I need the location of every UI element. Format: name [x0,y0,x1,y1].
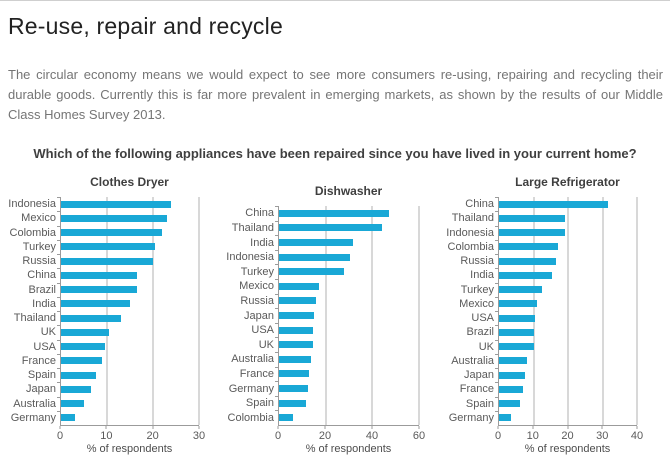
bar-row [279,410,419,425]
category-label: Colombia [9,226,56,239]
category-label: Australia [13,397,56,410]
bar-row [499,297,637,311]
x-axis-title: % of respondents [305,443,392,455]
chart-clothes-dryer [8,175,206,455]
category-label: China [245,207,274,220]
bar-indonesia [499,229,565,236]
bar-row [61,397,199,411]
bar-row [279,337,419,352]
axis-tick-mark [498,426,499,429]
axis-tick-mark [637,426,638,429]
bar-france [61,357,102,364]
category-label: China [27,269,56,282]
bar-colombia [279,414,293,421]
category-label: Colombia [227,411,274,424]
bar-japan [499,372,525,379]
category-label: Japan [26,383,56,396]
bar-row [499,283,637,297]
bar-row [61,325,199,339]
axis-tick-label: 30 [192,430,206,442]
bar-uk [499,343,534,350]
bar-row [61,368,199,382]
bar-australia [61,400,84,407]
bar-row [279,294,419,309]
bar-row [61,283,199,297]
chart-plot-area [8,197,199,426]
category-label: UK [258,338,274,351]
bar-india [499,272,552,279]
chart-title: Dishwasher [314,184,383,199]
bar-turkey [279,268,344,275]
bar-thailand [61,315,121,322]
bar-russia [61,258,153,265]
intro-paragraph: The circular economy means we would expect to see more consumers re-using, repairing and recycling their durable goods. Currently this is far more prevalent in emerging markets, as shown by the results of our Middle Class Homes Survey 2013. [8,67,663,122]
axis-tick-label: 0 [56,430,64,442]
chart-title: Large Refrigerator [515,175,620,189]
bar-france [499,386,523,393]
category-label: France [239,367,274,380]
bar-row [279,279,419,294]
category-label: Australia [231,353,274,366]
bar-row [499,354,637,368]
bar-row [61,226,199,240]
bar-spain [61,372,96,379]
category-label: Mexico [459,297,494,310]
category-label: Turkey [460,283,494,296]
bar-thailand [279,224,382,231]
axis-tick-mark [278,426,279,429]
axis-tick-label: 30 [596,430,609,442]
charts-row [8,175,662,455]
category-label: Australia [451,354,494,367]
bar-mexico [279,283,319,290]
bar-china [279,210,389,217]
category-label: Colombia [447,240,494,253]
category-label: France [21,354,56,367]
axis-tick-mark [152,426,153,429]
bar-china [61,272,137,279]
category-axis [8,197,60,426]
category-label: Brazil [466,326,494,339]
bar-row [61,254,199,268]
category-label: Russia [460,255,494,268]
axis-tick-mark [602,426,603,429]
survey-question: Which of the following appliances have been repaired since you have lived in your current home? [33,146,637,161]
bar-uk [279,341,313,348]
category-label: Thailand [13,312,56,325]
category-label: Indonesia [226,251,274,264]
bar-row [61,268,199,282]
category-label: Turkey [240,265,274,278]
category-label: Germany [10,411,56,424]
category-label: Spain [465,397,494,410]
bar-row [499,411,637,425]
category-label: France [459,383,494,396]
axis-tick-label: 20 [318,430,332,442]
bar-row [499,211,637,225]
bar-colombia [499,243,558,250]
page-title: Re-use, repair and recycle [8,13,283,39]
category-label: USA [33,340,56,353]
bar-brazil [499,329,534,336]
bar-row [279,323,419,338]
bar-russia [279,297,316,304]
bar-spain [499,400,520,407]
bar-germany [499,414,511,421]
axis-tick-label: 0 [494,430,502,442]
axis-tick-label: 10 [100,430,113,442]
category-label: India [32,297,56,310]
bar-row [279,396,419,411]
category-axis [226,206,278,426]
category-label: Germany [228,382,274,395]
bar-row [279,381,419,396]
bar-row [279,308,419,323]
bar-spain [279,400,306,407]
axis-tick-mark [372,426,373,429]
bar-india [279,239,353,246]
category-label: Thailand [451,212,494,225]
category-label: Russia [240,294,274,307]
x-axis [494,426,644,442]
axis-tick-label: 10 [526,430,539,442]
category-label: Indonesia [8,198,56,211]
x-axis [56,426,206,442]
chart-plot-area [226,206,419,426]
bar-row [279,352,419,367]
bar-row [279,206,419,221]
bar-france [279,370,309,377]
category-label: UK [478,340,494,353]
bar-mexico [499,300,537,307]
axis-tick-mark [419,426,420,429]
chart-large-refrigerator [446,175,644,455]
bar-row [499,340,637,354]
bar-germany [279,385,308,392]
bar-turkey [499,286,542,293]
bar-row [61,197,199,211]
axis-tick-mark [567,426,568,429]
axis-tick-label: 0 [274,430,282,442]
x-axis [274,426,426,442]
bar-row [279,264,419,279]
bar-row [499,197,637,211]
axis-tick-label: 20 [561,430,574,442]
bar-row [499,368,637,382]
category-label: Mexico [21,212,56,225]
category-label: Spain [27,369,56,382]
bar-row [61,411,199,425]
bar-row [499,325,637,339]
bar-row [61,382,199,396]
bar-usa [499,315,535,322]
bar-australia [499,357,527,364]
category-label: UK [40,326,56,339]
x-axis-title: % of respondents [86,443,173,455]
bar-thailand [499,215,565,222]
axis-tick-label: 20 [146,430,159,442]
plot [498,197,637,426]
category-label: Mexico [239,280,274,293]
bar-row [499,382,637,396]
chart-plot-area [446,197,637,426]
category-label: Japan [244,309,274,322]
bar-row [499,226,637,240]
category-label: Indonesia [446,226,494,239]
bar-row [61,297,199,311]
bar-row [499,397,637,411]
axis-tick-label: 40 [630,430,644,442]
bar-russia [499,258,556,265]
bar-usa [61,343,105,350]
category-label: Spain [245,397,274,410]
category-label: China [465,198,494,211]
category-axis [446,197,498,426]
bar-colombia [61,229,162,236]
category-label: India [470,269,494,282]
category-label: Germany [448,411,494,424]
bar-row [61,211,199,225]
bar-australia [279,356,311,363]
bar-japan [279,312,314,319]
bar-row [279,235,419,250]
bar-turkey [61,243,155,250]
bar-india [61,300,130,307]
bar-china [499,201,608,208]
bar-indonesia [61,201,171,208]
bar-japan [61,386,91,393]
bar-row [499,311,637,325]
category-label: Japan [464,369,494,382]
axis-tick-mark [106,426,107,429]
bar-row [499,240,637,254]
bar-row [279,221,419,236]
category-label: India [250,236,274,249]
category-label: USA [251,324,274,337]
bar-mexico [61,215,167,222]
category-label: USA [471,312,494,325]
bar-row [499,254,637,268]
bar-usa [279,327,313,334]
category-label: Brazil [28,283,56,296]
chart-dishwasher [226,184,426,455]
bar-row [499,268,637,282]
category-label: Turkey [22,240,56,253]
bar-row [279,250,419,265]
bar-uk [61,329,109,336]
bar-row [61,240,199,254]
axis-tick-label: 60 [412,430,426,442]
bar-row [279,367,419,382]
category-label: Thailand [231,221,274,234]
x-axis-title: % of respondents [524,443,611,455]
bar-row [61,340,199,354]
axis-tick-mark [199,426,200,429]
chart-title: Clothes Dryer [90,175,169,189]
plot [60,197,199,426]
axis-tick-label: 40 [365,430,379,442]
category-label: Russia [22,255,56,268]
bar-indonesia [279,254,350,261]
plot [278,206,419,426]
axis-tick-mark [60,426,61,429]
axis-tick-mark [325,426,326,429]
bar-germany [61,414,75,421]
bar-brazil [61,286,137,293]
axis-tick-mark [532,426,533,429]
bar-row [61,311,199,325]
bar-row [61,354,199,368]
